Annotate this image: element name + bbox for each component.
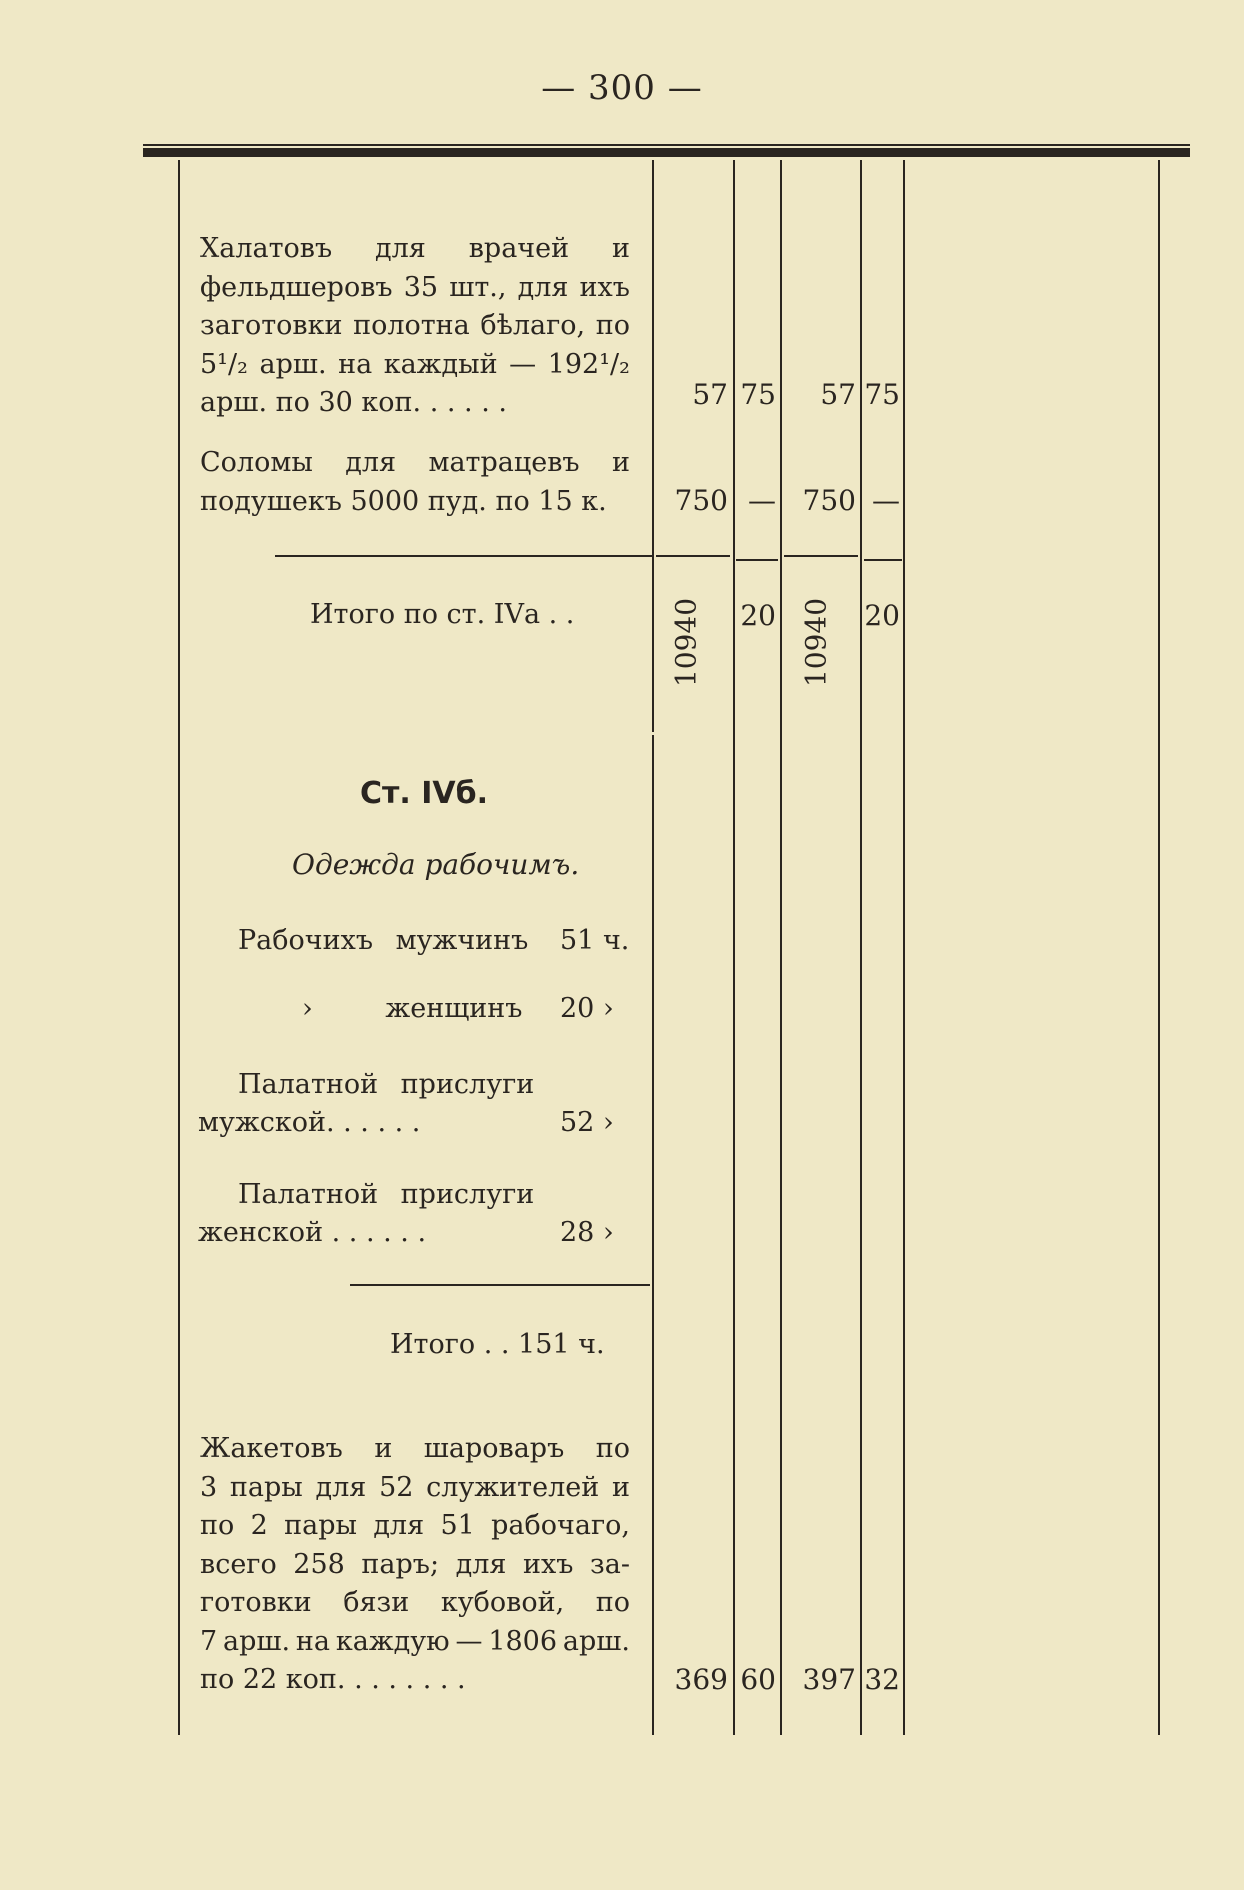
item-gowns-col1-rub: 57: [692, 378, 728, 411]
item-jackets-line-2: 3 пары для 52 служителей и: [200, 1471, 630, 1503]
item-straw-col2-kop: —: [872, 484, 900, 517]
total-iva-label: Итого по ст. IVа . .: [310, 599, 575, 630]
item-jackets-line-1: Жакетовъ и шароваръ по: [200, 1433, 630, 1464]
total-rule-text: [275, 555, 652, 557]
column-divider-3: [780, 160, 782, 1735]
item-jackets-line-5: готовки бязи кубовой, по: [200, 1587, 630, 1618]
column-divider-4: [860, 160, 862, 1735]
item-gowns-line-3: заготовки полотна бѣлаго, по: [200, 310, 630, 341]
header-rule-thick: [143, 148, 1190, 157]
staff-men-count: 51 ч.: [560, 925, 630, 956]
table-left-border: [178, 160, 180, 1735]
item-gowns-line-2: фельдшеровъ 35 шт., для ихъ: [200, 271, 630, 303]
header-rule-thin: [143, 144, 1190, 146]
item-jackets-col2-kop: 32: [864, 1663, 900, 1696]
item-straw-col1-rub: 750: [674, 484, 728, 517]
column-divider-2: [733, 160, 735, 1735]
total-rule-col1k: [736, 559, 778, 561]
column-divider-5: [903, 160, 905, 1735]
total-iva-col1-kop: 20: [740, 599, 776, 632]
page-number: — 300 —: [541, 68, 703, 108]
item-gowns-line-1: Халатовъ для врачей и: [200, 233, 630, 264]
section-heading: Ст. IVб.: [360, 776, 488, 811]
staff-total-rule: [350, 1284, 650, 1286]
staff-men-label: Рабочихъ мужчинъ: [238, 925, 529, 956]
staff-ward-women-line2: женской . . . . . .: [198, 1217, 427, 1248]
item-jackets-line-4: всего 258 паръ; для ихъ за-: [200, 1548, 630, 1580]
item-jackets-col1-kop: 60: [740, 1663, 776, 1696]
item-straw-col1-kop: —: [748, 484, 776, 517]
item-straw-text: [200, 444, 630, 521]
staff-ward-women-count: 28 ›: [560, 1217, 614, 1248]
item-straw-line-1: Соломы для матрацевъ и: [200, 447, 630, 478]
item-gowns-text: [200, 230, 630, 423]
staff-ward-men-count: 52 ›: [560, 1107, 614, 1138]
item-gowns-col1-kop: 75: [740, 378, 776, 411]
staff-ward-men-line2: мужской. . . . . .: [198, 1107, 421, 1138]
item-gowns-col2-rub: 57: [820, 378, 856, 411]
item-straw-col2-rub: 750: [802, 484, 856, 517]
item-jackets-line-7: по 22 коп. . . . . . . .: [200, 1664, 466, 1695]
item-gowns-line-5: арш. по 30 коп. . . . . .: [200, 387, 507, 418]
staff-women-label: › женщинъ: [302, 993, 523, 1024]
item-jackets-col1-rub: 369: [674, 1663, 728, 1696]
item-jackets-col2-rub: 397: [802, 1663, 856, 1696]
item-gowns-col2-kop: 75: [864, 378, 900, 411]
item-gowns-line-4: 5¹/₂ арш. на каждый — 192¹/₂: [200, 348, 630, 380]
total-iva-col2-kop: 20: [864, 599, 900, 632]
item-straw-line-2: подушекъ 5000 пуд. по 15 к.: [200, 485, 607, 517]
total-rule-col2k: [864, 559, 902, 561]
total-rule-col2: [784, 555, 858, 557]
item-jackets-line-3: по 2 пары для 51 рабочаго,: [200, 1510, 630, 1541]
item-jackets-text: [200, 1430, 630, 1700]
item-jackets-line-6: 7 арш. на каждую — 1806 арш.: [200, 1625, 630, 1657]
column-divider-1b: [652, 735, 654, 1735]
total-iva-col2-rub: 10940: [799, 597, 833, 688]
total-rule-col1: [656, 555, 730, 557]
staff-ward-women-line1: Палатной прислуги: [238, 1179, 535, 1210]
staff-women-count: 20 ›: [560, 993, 614, 1024]
staff-ward-men-line1: Палатной прислуги: [238, 1069, 535, 1100]
staff-total-label: Итого . . 151 ч.: [390, 1329, 605, 1360]
subsection-heading: Одежда рабочимъ.: [292, 848, 580, 881]
table-right-border: [1158, 160, 1160, 1735]
column-divider-1: [652, 160, 654, 732]
total-iva-col1-rub: 10940: [669, 597, 703, 688]
